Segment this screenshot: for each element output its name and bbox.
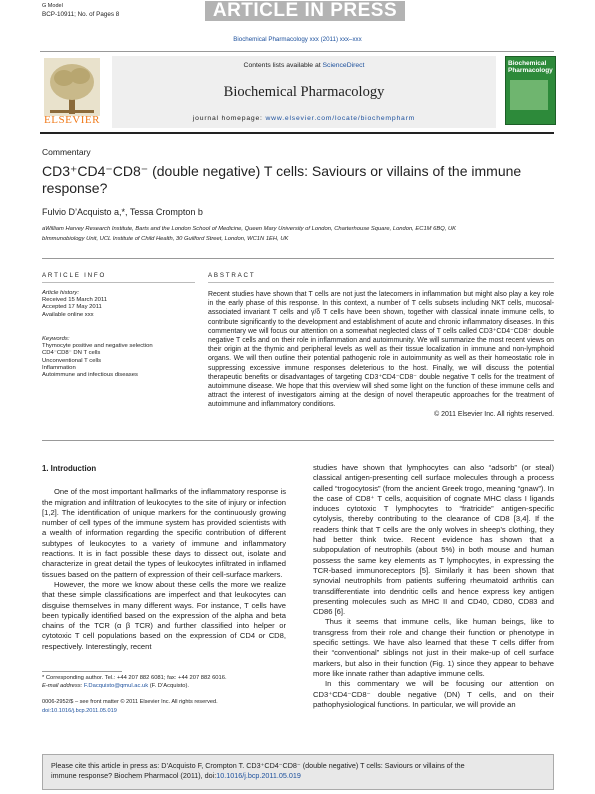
footnote-rule [42, 671, 122, 672]
masthead-divider [40, 132, 554, 134]
keyword: Inflammation [42, 364, 76, 371]
corresponding-author: * Corresponding author. Tel.: +44 207 882 6081; fax: +44 207 882 6016. [42, 675, 227, 681]
contents-prefix: Contents lists available at [243, 62, 321, 69]
paragraph: studies have shown that lymphocytes can also “adsorb” (or steal) classical antigen-presenting cell surface molecules through a process called “trogocytosis” (from the ancient Greek trogo, meaning “gnaw”). In the case of CD8⁺ T cells, acquisition of cognate MHC class I ligands induces cytotoxic T lymphocytes to “fratricide” antigen-specific cytolysis, thereby contributing to the clearance of CD8 [3,4]. If the readers think that T cells are the only wolves in sheep’s clothing, they had better think twice. Recent evidence has shown that a subpopulation of neutrophils (about 5%) in both mouse and human possess the same key elements as T lymphocytes, in expressing the TCR-based immunoreceptors [5]. Similarly it has been shown that synovial neutrophils from patients suffering rheumatoid arthritis can transdifferentiate into dendritic cells and hence express key antigen presenting molecules such as MHC II and CD40, CD80, CD83 and CD86 [6]. [313, 463, 554, 617]
citation-box [42, 754, 554, 790]
keywords-block [42, 336, 197, 379]
author-list: Fulvio D’Acquisto a,*, Tessa Crompton b [42, 207, 203, 217]
intro-heading: 1. Introduction [42, 464, 97, 473]
keyword: Thymocyte positive and negative selection [42, 343, 153, 350]
journal-reference-link[interactable]: Biochemical Pharmacology xxx (2011) xxx–xxx [233, 36, 362, 43]
email-label: E-mail address: [42, 683, 83, 689]
abstract-rule [208, 282, 554, 283]
article-history [42, 290, 197, 319]
gmodel-label: G Model [42, 3, 63, 9]
article-in-press-banner: ARTICLE IN PRESS [205, 1, 405, 21]
paragraph: One of the most important hallmarks of the inflammatory response is the migration and infiltration of leukocytes to the site of injury or infection [1,2]. The identification of unique markers for the continuously growing number of cell types of the immune system has provided scientists with a wealth of information regarding the specific contribution of different subtypes of leukocytes to a variety of immune and inflammatory reactions. It is in fact possible these days to dissect out, isolate and characterize in great detail the types of leukocytes infiltrated in inflamed tissues based on the pattern of expression of their cell-surface markers. [42, 487, 286, 579]
journal-title: Biochemical Pharmacology [223, 84, 385, 100]
abstract-body [208, 290, 554, 419]
article-info-rule [42, 282, 195, 283]
abstract-text: Recent studies have shown that T cells are not just the latecomers in inflammation but might also play a key role in the early phase of this response. In this context, a number of T cells subsets including NKT cells, mucosal-associated invariant T cells and γ/δ T cells have been shown, together with classical innate immune cells, to contribute significantly to the development and establishment of acute and chronic inflammatory diseases. In this commentary we will focus our attention on a somewhat neglected class of T cells called CD3⁺CD4⁻CD8⁻ double negative T cells and on their role in inflammation and autoimmunity. We will summarize the most recent views on their origin at the thymic and peripheral levels as well as their tissue localization in immune and non-lymphoid organs. We will then outline their potential pathogenic role in autoimmunity as well as their homeostatic role in suppressing excessive immune responses deleterious to the host. Finally, we will discuss the potential therapeutic benefits or disadvantages of targeting CD3⁺CD4⁻CD8⁻ double negative T cells for the treatment of autoimmune disease. We hope that this overview will shed some light on the function of these immune cells and attract the interest of investigators aiming at the design of novel therapeutic approaches for the treatment of autoimmune and inflammatory conditions. [208, 291, 554, 409]
online-date: Available online xxx [42, 311, 94, 318]
affiliation-a: aWilliam Harvey Research Institute, Barts and the London School of Medicine, Queen Mary University of London, Charterhouse Square, London, EC1M 6BQ, UK [42, 226, 456, 232]
keyword: Unconventional T cells [42, 357, 102, 364]
contents-line [112, 62, 496, 69]
paragraph: Thus it seems that immune cells, like human beings, like to transgress from their role and change their function or phenotype in specific settings. We have also learned that these T cells differ from their “conventional” siblings not just in their make-up of cell surface markers, but also in their function (Fig. 1) since they appear to behave more like innate rather than adaptive immune cells. [313, 617, 554, 678]
abstract-header: ABSTRACT [208, 272, 256, 279]
citation-line-2 [51, 771, 545, 781]
keyword: Autoimmune and infectious diseases [42, 372, 138, 379]
homepage-prefix: journal homepage: [192, 115, 263, 122]
cover-artwork [510, 80, 548, 110]
history-label: Article history: [42, 290, 79, 296]
abstract-copyright: © 2011 Elsevier Inc. All rights reserved. [434, 410, 554, 418]
issn-line: 0006-2952/$ – see front matter © 2011 Elsevier Inc. All rights reserved. [42, 699, 218, 705]
email-suffix: (F. D’Acquisto). [149, 683, 190, 689]
citation-prefix: immune response? Biochem Pharmacol (2011), doi: [51, 771, 217, 780]
left-column [42, 464, 286, 652]
elsevier-logo-text: ELSEVIER [44, 114, 100, 126]
homepage-link[interactable]: www.elsevier.com/locate/biochempharm [265, 115, 416, 122]
sciencedirect-link[interactable]: ScienceDirect [322, 62, 365, 69]
email-link[interactable]: F.Dacquisto@qmul.ac.uk [83, 683, 149, 689]
front-matter [42, 698, 286, 715]
manuscript-ref: BCP-10911; No. of Pages 8 [42, 11, 120, 18]
paragraph: However, the more we know about these cells the more we realize that these simple classifications are imperfect and that leukocytes can disguise themselves in many different ways. For instance, T cells have been typically identified based on the expression of the alpha and beta chains of the TCR (α β TCR) and further classified into helper or cytotoxic T cell populations based on the expression of CD4 or CD8, respectively. Interestingly, recent [42, 579, 286, 651]
footnote [42, 674, 286, 690]
abstract-divider [42, 440, 554, 441]
elsevier-tree-logo [44, 58, 100, 116]
keywords-label: Keywords: [42, 336, 70, 342]
doi-link[interactable]: doi:10.1016/j.bcp.2011.05.019 [42, 707, 117, 714]
header-divider [40, 51, 554, 52]
keyword: CD4⁻CD8⁻ DN T cells [42, 350, 101, 357]
received-date: Received 15 March 2011 [42, 297, 108, 304]
right-column [313, 463, 554, 710]
article-type: Commentary [42, 147, 91, 157]
citation-line-1: Please cite this article in press as: D’Acquisto F, Crompton T. CD3⁺CD4⁻CD8⁻ (double negative) T cells: Saviours or villains of the [51, 761, 465, 770]
article-info-header: ARTICLE INFO [42, 272, 107, 279]
cover-title: Biochemical Pharmacology [508, 60, 553, 74]
journal-homepage [112, 115, 496, 122]
paragraph: In this commentary we will be focusing our attention on CD3⁺CD4⁻CD8⁻ double negative (DN) T cells, and on their pathophysiological functions. In particular, we will provide an [313, 679, 554, 709]
citation-doi-link[interactable]: 10.1016/j.bcp.2011.05.019 [216, 771, 301, 780]
affiliation-b: bImmunobiology Unit, UCL Institute of Child Health, 30 Guilford Street, London, WC1N 1EH, UK [42, 236, 289, 242]
article-title: CD3⁺CD4⁻CD8⁻ (double negative) T cells: Saviours or villains of the immune response? [42, 163, 522, 196]
title-divider [42, 258, 554, 259]
accepted-date: Accepted 17 May 2011 [42, 304, 102, 311]
email-line [42, 682, 286, 690]
